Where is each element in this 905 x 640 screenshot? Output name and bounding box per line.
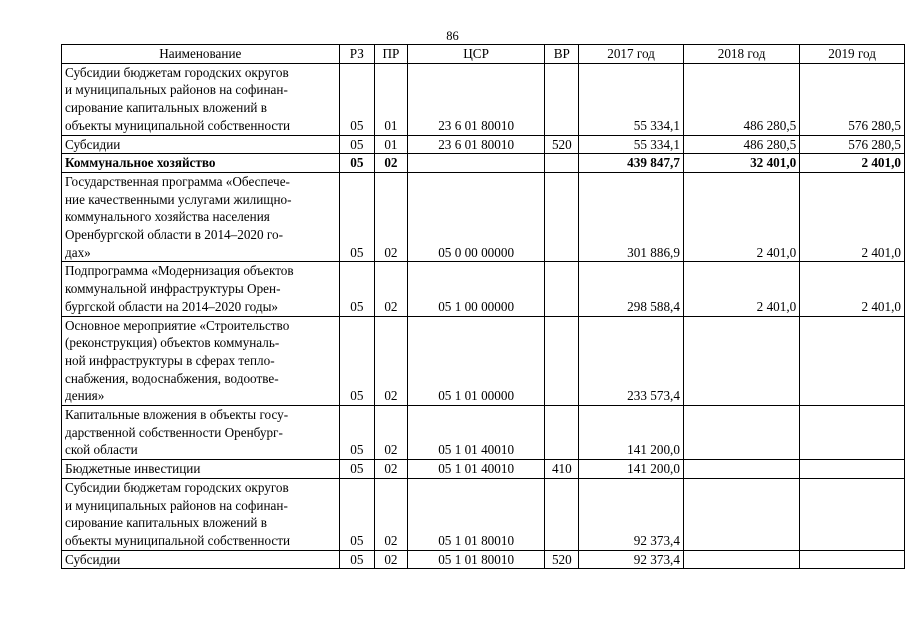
cell-rz: 05 — [339, 154, 375, 173]
header-row — [62, 45, 905, 64]
cell-y2019: 576 280,5 — [800, 135, 905, 154]
cell-name-line: снабжения, водоснабжения, водоотве- — [65, 370, 279, 386]
cell-csr: 05 1 01 80010 — [407, 478, 545, 550]
header-2017: 2017 год — [579, 45, 684, 64]
cell-name — [62, 172, 340, 262]
cell-vr: 520 — [545, 135, 579, 154]
header-name: Наименование — [62, 45, 340, 64]
cell-name-line: дения» — [65, 388, 105, 404]
cell-csr: 23 6 01 80010 — [407, 135, 545, 154]
cell-name — [62, 135, 340, 154]
cell-vr: 410 — [545, 460, 579, 479]
cell-rz: 05 — [339, 63, 375, 135]
cell-pr: 01 — [375, 135, 408, 154]
cell-y2017: 92 373,4 — [579, 550, 684, 569]
cell-name-line: Государственная программа «Обеспече- — [65, 173, 290, 189]
cell-vr — [545, 172, 579, 262]
cell-csr: 23 6 01 80010 — [407, 63, 545, 135]
cell-rz: 05 — [339, 135, 375, 154]
cell-name-line: дах» — [65, 244, 91, 260]
cell-name — [62, 460, 340, 479]
budget-table — [61, 44, 905, 569]
header-2019: 2019 год — [800, 45, 905, 64]
cell-rz: 05 — [339, 262, 375, 316]
cell-pr: 02 — [375, 550, 408, 569]
cell-vr — [545, 63, 579, 135]
cell-pr: 02 — [375, 460, 408, 479]
cell-name — [62, 262, 340, 316]
cell-y2019: 2 401,0 — [800, 154, 905, 173]
header-pr: ПР — [375, 45, 408, 64]
cell-name-line: Подпрограмма «Модернизация объектов — [65, 263, 294, 279]
table-row — [62, 478, 905, 550]
cell-y2017: 141 200,0 — [579, 406, 684, 460]
cell-csr: 05 1 01 00000 — [407, 316, 545, 406]
cell-rz: 05 — [339, 172, 375, 262]
cell-name-line: и муниципальных районов на софинан- — [65, 497, 288, 513]
cell-name-line: (реконструкция) объектов коммуналь- — [65, 335, 280, 351]
cell-vr: 520 — [545, 550, 579, 569]
cell-name-line: дарственной собственности Оренбург- — [65, 424, 283, 440]
cell-y2018 — [683, 478, 799, 550]
cell-csr: 05 0 00 00000 — [407, 172, 545, 262]
cell-pr: 02 — [375, 262, 408, 316]
cell-y2019: 2 401,0 — [800, 262, 905, 316]
cell-y2018: 486 280,5 — [683, 135, 799, 154]
cell-name-line: сирование капитальных вложений в — [65, 100, 267, 116]
table-body — [62, 63, 905, 569]
cell-name-line: Субсидии бюджетам городских округов — [65, 479, 289, 495]
cell-y2018: 32 401,0 — [683, 154, 799, 173]
cell-y2019 — [800, 406, 905, 460]
cell-name-line: Оренбургской области в 2014–2020 го- — [65, 227, 283, 243]
cell-y2018 — [683, 316, 799, 406]
table-row — [62, 135, 905, 154]
cell-name — [62, 316, 340, 406]
cell-name-line: Субсидии — [65, 551, 121, 567]
cell-y2017: 298 588,4 — [579, 262, 684, 316]
cell-rz: 05 — [339, 406, 375, 460]
cell-csr — [407, 154, 545, 173]
cell-name-line: ной инфраструктуры в сферах тепло- — [65, 352, 275, 368]
cell-pr: 02 — [375, 154, 408, 173]
header-csr: ЦСР — [407, 45, 545, 64]
cell-name-line: Бюджетные инвестиции — [65, 461, 201, 477]
cell-pr: 02 — [375, 406, 408, 460]
cell-vr — [545, 262, 579, 316]
cell-rz: 05 — [339, 316, 375, 406]
cell-name-line: сирование капитальных вложений в — [65, 515, 267, 531]
cell-csr: 05 1 01 40010 — [407, 406, 545, 460]
table-row — [62, 154, 905, 173]
cell-y2018 — [683, 550, 799, 569]
cell-y2018: 2 401,0 — [683, 262, 799, 316]
cell-y2018: 486 280,5 — [683, 63, 799, 135]
cell-csr: 05 1 01 80010 — [407, 550, 545, 569]
cell-name — [62, 478, 340, 550]
table-row — [62, 550, 905, 569]
cell-y2017: 92 373,4 — [579, 478, 684, 550]
cell-name-line: ской области — [65, 442, 138, 458]
cell-vr — [545, 154, 579, 173]
cell-y2018: 2 401,0 — [683, 172, 799, 262]
cell-name — [62, 550, 340, 569]
cell-rz: 05 — [339, 460, 375, 479]
cell-csr: 05 1 00 00000 — [407, 262, 545, 316]
table-header — [62, 45, 905, 64]
table-row — [62, 63, 905, 135]
cell-name-line: Основное мероприятие «Строительство — [65, 317, 290, 333]
cell-y2017: 55 334,1 — [579, 135, 684, 154]
table-row — [62, 406, 905, 460]
cell-name — [62, 63, 340, 135]
cell-y2017: 141 200,0 — [579, 460, 684, 479]
cell-pr: 02 — [375, 172, 408, 262]
cell-name-line: объекты муниципальной собственности — [65, 532, 291, 548]
cell-name-line: ние качественными услугами жилищно- — [65, 191, 292, 207]
cell-name-line: и муниципальных районов на софинан- — [65, 82, 288, 98]
page-number: 86 — [446, 29, 459, 43]
table-row — [62, 262, 905, 316]
cell-y2017: 301 886,9 — [579, 172, 684, 262]
cell-vr — [545, 478, 579, 550]
cell-pr: 02 — [375, 478, 408, 550]
cell-y2019 — [800, 460, 905, 479]
table-row — [62, 172, 905, 262]
header-2018: 2018 год — [683, 45, 799, 64]
cell-name-line: бургской области на 2014–2020 годы» — [65, 298, 279, 314]
cell-y2017: 439 847,7 — [579, 154, 684, 173]
cell-y2018 — [683, 406, 799, 460]
cell-y2017: 233 573,4 — [579, 316, 684, 406]
header-vr: ВР — [545, 45, 579, 64]
table-row — [62, 316, 905, 406]
cell-y2018 — [683, 460, 799, 479]
cell-name-line: Субсидии — [65, 136, 121, 152]
cell-rz: 05 — [339, 550, 375, 569]
cell-y2019 — [800, 550, 905, 569]
cell-rz: 05 — [339, 478, 375, 550]
table-row — [62, 460, 905, 479]
cell-csr: 05 1 01 40010 — [407, 460, 545, 479]
cell-vr — [545, 316, 579, 406]
header-rz: РЗ — [339, 45, 375, 64]
cell-name-line: Коммунальное хозяйство — [65, 155, 216, 171]
cell-name-line: Субсидии бюджетам городских округов — [65, 64, 289, 80]
cell-y2019 — [800, 478, 905, 550]
cell-y2017: 55 334,1 — [579, 63, 684, 135]
cell-name — [62, 406, 340, 460]
cell-name-line: Капитальные вложения в объекты госу- — [65, 407, 289, 423]
cell-pr: 01 — [375, 63, 408, 135]
cell-y2019: 2 401,0 — [800, 172, 905, 262]
cell-name — [62, 154, 340, 173]
cell-y2019: 576 280,5 — [800, 63, 905, 135]
cell-name-line: коммунального хозяйства населения — [65, 209, 270, 225]
cell-y2019 — [800, 316, 905, 406]
cell-vr — [545, 406, 579, 460]
cell-name-line: коммунальной инфраструктуры Орен- — [65, 281, 281, 297]
cell-name-line: объекты муниципальной собственности — [65, 117, 291, 133]
cell-pr: 02 — [375, 316, 408, 406]
